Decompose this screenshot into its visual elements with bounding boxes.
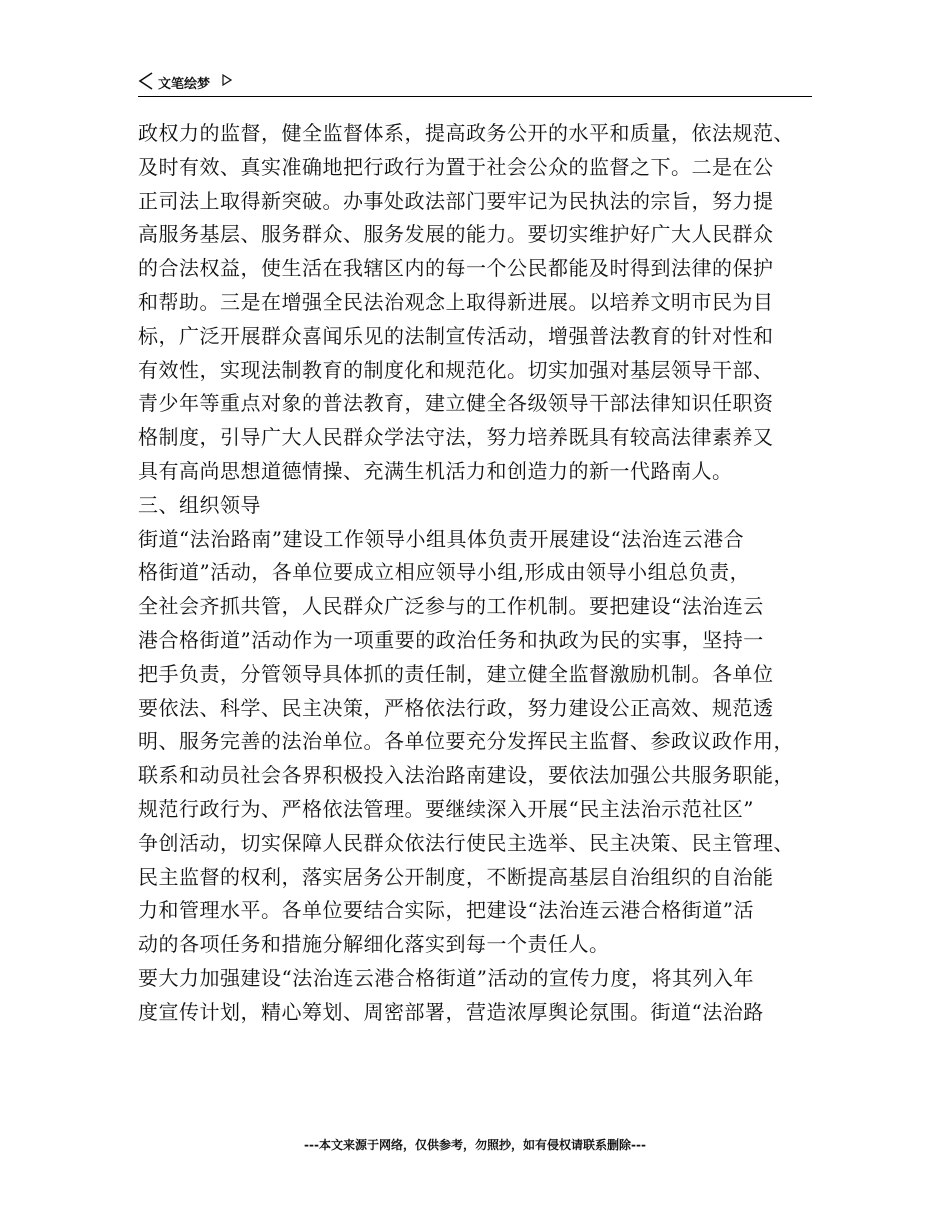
document-body: [138, 117, 828, 1030]
text-line: 港合格街道”活动作为一项重要的政治任务和执政为民的实事，坚持一: [138, 627, 764, 652]
text-line: 格制度，引导广大人民群众学法守法，努力培养既具有较高法律素养又: [138, 425, 774, 450]
text-line: 青少年等重点对象的普法教育，建立健全各级领导干部法律知识任职资: [138, 391, 774, 416]
text-line: 动的各项任务和措施分解细化落实到每一个责任人。: [138, 932, 610, 957]
page-header: [138, 70, 812, 97]
text-line: 民主监督的权利，落实居务公开制度，不断提高基层自治组织的自治能: [138, 864, 774, 889]
footer-disclaimer: ---本文来源于网络，仅供参考，勿照抄，如有侵权请联系删除---: [304, 1138, 646, 1152]
text-line: 的合法权益，使生活在我辖区内的每一个公民都能及时得到法律的保护: [138, 256, 774, 281]
text-line: 明、服务完善的法治单位。各单位要充分发挥民主监督、参政议政作用，: [138, 729, 794, 754]
brand-title: 文笔绘梦: [158, 77, 211, 92]
text-line: 联系和动员社会各界积极投入法治路南建设，要依法加强公共服务职能，: [138, 763, 794, 788]
text-line: 标，广泛开展群众喜闻乐见的法制宣传活动，增强普法教育的针对性和: [138, 323, 774, 348]
text-line: 格街道”活动，各单位要成立相应领导小组,形成由领导小组总负责，: [138, 560, 751, 585]
left-triangle-icon: [138, 72, 154, 90]
text-line: 及时有效、真实准确地把行政行为置于社会公众的监督之下。二是在公: [138, 154, 774, 179]
text-line: 要依法、科学、民主决策，严格依法行政，努力建设公正高效、规范透: [138, 695, 774, 720]
text-line: 全社会齐抓共管，人民群众广泛参与的工作机制。要把建设“法治连云: [138, 594, 764, 619]
text-line: 和帮助。三是在增强全民法治观念上取得新进展。以培养文明市民为目: [138, 289, 774, 314]
text-line: 把手负责，分管领导具体抓的责任制，建立健全监督激励机制。各单位: [138, 661, 774, 686]
text-line: 政权力的监督，健全监督体系，提高政务公开的水平和质量，依法规范、: [138, 121, 794, 145]
text-line: 有效性，实现法制教育的制度化和规范化。切实加强对基层领导干部、: [138, 357, 774, 382]
text-line: 具有高尚思想道德情操、充满生机活力和创造力的新一代路南人。: [138, 458, 733, 483]
text-line: 要大力加强建设“法治连云港合格街道”活动的宣传力度，将其列入年: [138, 965, 754, 990]
text-line: 力和管理水平。各单位要结合实际，把建设“法治连云港合格街道”活: [138, 898, 754, 923]
section-heading: 三、组织领导: [138, 492, 261, 517]
text-line: 正司法上取得新突破。办事处政法部门要牢记为民执法的宗旨，努力提: [138, 188, 774, 213]
text-line: 规范行政行为、严格依法管理。要继续深入开展“民主法治示范社区”: [138, 796, 754, 821]
text-line: 度宣传计划，精心筹划、周密部署，营造浓厚舆论氛围。街道“法治路: [138, 999, 764, 1024]
right-triangle-icon: [222, 74, 232, 86]
text-line: 高服务基层、服务群众、服务发展的能力。要切实维护好广大人民群众: [138, 222, 774, 247]
text-line: 街道“法治路南”建设工作领导小组具体负责开展建设“法治连云港合: [138, 526, 745, 551]
text-line: 争创活动，切实保障人民群众依法行使民主选举、民主决策、民主管理、: [138, 830, 794, 855]
